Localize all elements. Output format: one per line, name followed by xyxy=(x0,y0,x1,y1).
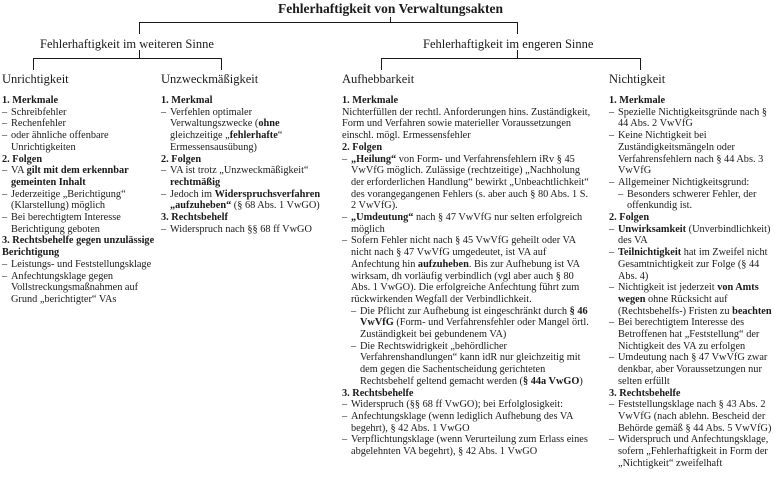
dash-bullet: – xyxy=(609,247,615,259)
branch-weiteren: Fehlerhaftigkeit im weiteren Sinne xyxy=(40,37,214,51)
section-heading: 3. Rechtsbehelfe gegen unzulässige Berichtigung xyxy=(2,235,155,259)
dash-bullet: – xyxy=(161,188,167,200)
dash-bullet: – xyxy=(161,223,167,235)
list-item: – Bei berechtigtem Interesse des Betroffenen hat „Feststellung“ der Nichtigkeit des VA zu erfolgen xyxy=(609,317,760,352)
list-item: – Verpflichtungsklage (wenn Verurteilung zum Erlass eines abgelehnten VA begehrt), § 42 Abs. 1 VwGO xyxy=(342,434,588,458)
dash-bullet: – xyxy=(609,399,615,411)
list-item: – Allgemeiner Nichtigkeitsgrund: – Besonders schwerer Fehler, der offenkundig ist. xyxy=(609,177,779,212)
dash-bullet: – xyxy=(2,188,8,200)
list-item: – Rechenfehler xyxy=(2,118,66,130)
dash-bullet: – xyxy=(609,130,615,142)
dash-bullet: – xyxy=(609,176,615,188)
dash-bullet: – xyxy=(609,352,615,364)
list-item: – Umdeutung nach § 47 VwVfG zwar denkbar, aber Voraussetzungen nur selten erfüllt xyxy=(609,352,768,387)
column-nichtigkeit xyxy=(609,95,779,470)
dash-bullet: – xyxy=(609,317,615,329)
aufhebbarkeit-merkmale xyxy=(342,95,592,142)
dash-bullet: – xyxy=(2,130,8,142)
dash-bullet: – xyxy=(342,235,348,247)
list-item: – VA gilt mit dem erkennbar gemeinten Inhalt xyxy=(2,165,129,188)
list-item: – Spezielle Nichtigkeitsgründe nach § 44 Abs. 2 VwVfG xyxy=(609,106,767,130)
unrichtigkeit-merkmale xyxy=(2,95,157,154)
unzweckmaessigkeit-rechtsbehelf xyxy=(161,212,321,235)
merkmale-text: Nichterfüllen der rechtl. Anforderungen hins. Zuständigkeit, Form und Verfahren sowie materieller Voraussetzungen einschl. mögl. Ermessensfehler xyxy=(342,106,591,142)
section-heading: 1. Merkmal xyxy=(161,95,213,106)
dash-bullet: – xyxy=(2,106,8,118)
dash-bullet: – xyxy=(342,434,348,446)
column-aufhebbarkeit xyxy=(342,95,592,458)
list-item: – Schreibfehler xyxy=(2,106,67,118)
category-unrichtigkeit-title: Unrichtigkeit xyxy=(2,72,69,86)
list-item: – Nichtigkeit ist jederzeit von Amts wegen ohne Rücksicht auf (Rechtsbehelfs-) Fristen zu beachten xyxy=(609,282,772,317)
list-item: – Feststellungsklage nach § 43 Abs. 2 VwVfG (nach ablehn. Bescheid der Behörde gemäß § 44 Abs. 5 VwVfG) xyxy=(609,399,772,434)
dash-bullet: – xyxy=(2,118,8,130)
dash-bullet: – xyxy=(342,410,348,422)
section-heading: 1. Merkmale xyxy=(2,95,59,106)
list-item: – Leistungs- und Feststellungsklage xyxy=(2,258,152,270)
list-item: – Bei berechtigtem Interesse Berichtigung geboten xyxy=(2,212,121,235)
list-item: – Widerspruch (§§ 68 ff VwGO); bei Erfolglosigkeit: xyxy=(342,399,563,411)
list-item: – Sofern Fehler nicht nach § 45 VwVfG geheilt oder VA nicht nach § 47 VwVfG umgedeutet, ist VA auf Anfechtung hin aufzuheben. Bis zur Aufhebung ist VA wirksam, dh vorläufig verbindlich (vgl aber auch § 80 Abs. 1 VwGO). Die erfolgreiche Anfechtung führt zum rückwirkenden Wegfall der Verbindlichkeit. – Die Pflicht zur Aufhebung ist eingeschränkt durch § 46 VwVfG (Form- und Verfahrensfehler oder Mangel örtl. Zuständigkeit bei gebundenem VA) – Die Rechtswidrigkeit „behördlicher Verfahrenshandlungen“ kann idR nur gleichzeitig mit dem gegen die Sachentscheidung gerichteten Rechtsbehelf geltend gemacht werden (§ 44a VwGO) xyxy=(342,235,592,387)
unrichtigkeit-rechtsbehelfe xyxy=(2,235,157,305)
nichtigkeit-merkmale xyxy=(609,95,779,212)
dash-bullet: – xyxy=(609,223,615,235)
list-item: – Anfechtungsklage (wenn lediglich Aufhebung des VA begehrt), § 42 Abs. 1 VwGO xyxy=(342,410,573,434)
section-heading: 2. Folgen xyxy=(609,212,650,224)
unzweckmaessigkeit-folgen xyxy=(161,154,321,213)
dash-bullet: – xyxy=(351,305,357,317)
category-unzweckmaessigkeit-title: Unzweckmäßigkeit xyxy=(161,72,259,86)
diagram-title: Fehlerhaftigkeit von Verwaltungsakten xyxy=(277,1,503,16)
branch-engeren: Fehlerhaftigkeit im engeren Sinne xyxy=(423,37,594,51)
list-item: – Unwirksamkeit (Unverbindlichkeit) des VA xyxy=(609,223,771,247)
nested-list-item: – Die Rechtswidrigkeit „behördlicher Verfahrenshandlungen“ kann idR nur gleichzeitig mit dem gegen die Sachentscheidung gerichteten Rechtsbehelf geltend gemacht werden (§ 44a VwGO) xyxy=(351,340,583,387)
dash-bullet: – xyxy=(2,270,8,282)
nichtigkeit-rechtsbehelfe xyxy=(609,388,779,470)
nested-list-item: – Besonders schwerer Fehler, der offenkundig ist. xyxy=(618,188,757,212)
list-item: – Widerspruch und Anfechtungsklage, sofern „Fehlerhaftigkeit in Form der „Nichtigkeit“ zweifelhaft xyxy=(609,434,769,469)
dash-bullet: – xyxy=(342,399,348,411)
aufhebbarkeit-rechtsbehelfe xyxy=(342,388,592,458)
nichtigkeit-folgen xyxy=(609,212,779,388)
list-item: – Widerspruch nach §§ 68 ff VwGO xyxy=(161,223,312,235)
list-item: – VA ist trotz „Unzweckmäßigkeit“ rechtmäßig xyxy=(161,165,309,188)
list-item: – „Heilung“ von Form- und Verfahrensfehlern iRv § 45 VwVfG möglich. Zulässige (rechtzeitige) „Nachholung der erforderlichen Handlung“ bewirkt „Unbeachtlichkeit“ des vorangegangenen Fehlers (s. aber auch § 80 Abs. 1 S. 2 VwVfG). xyxy=(342,153,589,212)
list-item: – „Umdeutung“ nach § 47 VwVfG nur selten erfolgreich möglich xyxy=(342,212,583,235)
list-item: – Verfehlen optimaler Verwaltungszwecke (ohne gleichzeitige „fehlerhafte“ Ermessensausübung) xyxy=(161,106,283,153)
section-heading: 3. Rechtsbehelf xyxy=(161,212,228,224)
dash-bullet: – xyxy=(161,106,167,118)
dash-bullet: – xyxy=(2,165,8,177)
section-heading: 2. Folgen xyxy=(161,153,202,165)
column-unrichtigkeit xyxy=(2,95,157,306)
dash-bullet: – xyxy=(609,106,615,118)
dash-bullet: – xyxy=(618,188,624,200)
dash-bullet: – xyxy=(2,258,8,270)
dash-bullet: – xyxy=(2,212,8,224)
section-heading: 1. Merkmale xyxy=(342,95,399,106)
list-item: – oder ähnliche offenbare Unrichtigkeiten xyxy=(2,130,109,153)
category-aufhebbarkeit-title: Aufhebbarkeit xyxy=(342,72,415,86)
section-heading: 1. Merkmale xyxy=(609,95,666,106)
section-heading: 2. Folgen xyxy=(342,141,383,153)
unrichtigkeit-folgen xyxy=(2,154,157,236)
dash-bullet: – xyxy=(609,434,615,446)
nested-list-item: – Die Pflicht zur Aufhebung ist eingeschränkt durch § 46 VwVfG (Form- und Verfahrensfehler oder Mangel örtl. Zuständigkeit bei gebundenem VA) xyxy=(351,305,589,341)
section-heading: 3. Rechtsbehelfe xyxy=(342,387,414,399)
section-heading: 3. Rechtsbehelfe xyxy=(609,387,681,399)
aufhebbarkeit-folgen xyxy=(342,142,592,388)
dash-bullet: – xyxy=(342,212,348,224)
category-nichtigkeit-title: Nichtigkeit xyxy=(609,72,666,86)
dash-bullet: – xyxy=(609,282,615,294)
list-item: – Keine Nichtigkeit bei Zuständigkeitsmängeln oder Verfahrensfehlern nach § 44 Abs. 3 VwVfG xyxy=(609,130,764,177)
dash-bullet: – xyxy=(351,340,357,352)
section-heading: 2. Folgen xyxy=(2,153,43,165)
list-item: – Teilnichtigkeit hat im Zweifel nicht Gesamtnichtigkeit zur Folge (§ 44 Abs. 4) xyxy=(609,247,768,282)
list-item: – Jederzeitige „Berichtigung“ (Klarstellung) möglich xyxy=(2,188,126,212)
column-unzweckmaessigkeit xyxy=(161,95,321,235)
list-item: – Anfechtungsklage gegen Vollstreckungsmaßnahmen auf Grund „berichtigter“ VAs xyxy=(2,270,139,305)
dash-bullet: – xyxy=(342,153,348,165)
unzweckmaessigkeit-merkmal xyxy=(161,95,321,154)
dash-bullet: – xyxy=(161,165,167,177)
list-item: – Jedoch im Widerspruchsverfahren „aufzuheben“ (§ 68 Abs. 1 VwGO) xyxy=(161,188,321,212)
